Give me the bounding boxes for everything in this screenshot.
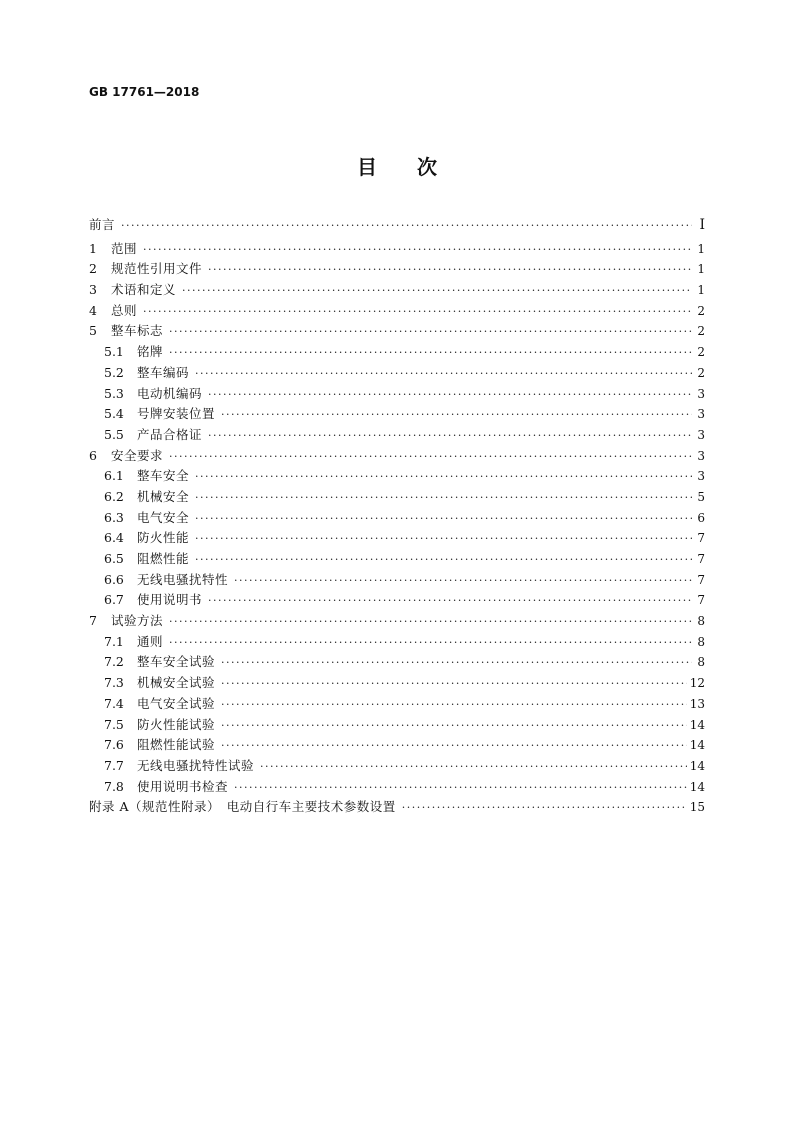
toc-entry[interactable] xyxy=(89,239,705,260)
toc-entry-number: 6.5 xyxy=(104,551,124,566)
toc-entry-page: 1 xyxy=(697,241,705,256)
page-title: 目 次 xyxy=(357,155,437,179)
toc-entry-number: 2 xyxy=(89,261,97,277)
toc-entry-label: 防火性能 xyxy=(137,530,190,546)
toc-entry-page: 14 xyxy=(689,758,705,773)
toc-leader-dots xyxy=(143,243,692,256)
toc-entry-page: 14 xyxy=(689,738,705,753)
toc-leader-dots xyxy=(195,491,692,504)
toc-entry[interactable] xyxy=(89,404,705,425)
toc-entry-number: 6.7 xyxy=(104,592,124,608)
toc-entry[interactable] xyxy=(89,425,705,446)
toc-entry-number: 6 xyxy=(89,447,97,463)
toc-entry-number: 5.3 xyxy=(104,385,124,401)
toc-entry-page: 7 xyxy=(697,552,705,566)
toc-entry-page: 7 xyxy=(697,572,705,587)
toc-entry-number: 7.6 xyxy=(104,737,124,753)
toc-leader-dots xyxy=(221,677,687,690)
toc-entry[interactable] xyxy=(89,590,705,611)
toc-entry-label: 电气安全试验 xyxy=(137,695,216,711)
toc-entry-number: 6.1 xyxy=(104,468,124,484)
toc-entry-number: 7 xyxy=(89,613,97,629)
toc-entry-label: 整车安全 xyxy=(137,468,190,484)
toc-leader-dots xyxy=(208,594,692,607)
toc-entry-number: 7.8 xyxy=(104,778,124,794)
toc-entry-page: 3 xyxy=(697,407,705,422)
toc-leader-dots xyxy=(208,388,692,401)
toc-entry-page: 13 xyxy=(689,696,705,711)
toc-entry-page: 3 xyxy=(697,469,705,484)
toc-leader-dots xyxy=(195,553,692,566)
toc-entry-page: 1 xyxy=(697,283,705,298)
toc-entry[interactable] xyxy=(89,384,705,405)
toc-entry-label: 术语和定义 xyxy=(111,282,177,298)
toc-entry[interactable] xyxy=(89,632,705,653)
toc-entry-label: 整车标志 xyxy=(111,323,164,339)
toc-entry-label: 产品合格证 xyxy=(137,426,203,442)
toc-leader-dots xyxy=(169,346,692,359)
toc-leader-dots xyxy=(195,470,692,483)
toc-entry-number: 7.7 xyxy=(104,757,124,773)
toc-entry-page: 2 xyxy=(697,345,705,360)
toc-entry-label: 铭牌 xyxy=(137,344,164,360)
toc-entry-label: 使用说明书 xyxy=(137,592,203,608)
toc-entry[interactable] xyxy=(89,487,705,508)
toc-entry-page: 2 xyxy=(697,365,705,380)
toc-entry-number: 7.4 xyxy=(104,695,124,711)
toc-entry-page: 8 xyxy=(697,655,705,670)
toc-entry-number: 1 xyxy=(89,240,97,256)
toc-entry[interactable] xyxy=(89,363,705,384)
toc-leader-dots xyxy=(195,532,692,545)
toc-entry-number: 7.2 xyxy=(104,654,124,670)
toc-leader-dots xyxy=(402,801,687,814)
toc-entry[interactable] xyxy=(89,301,705,322)
toc-entry-label: 号牌安装位置 xyxy=(137,406,216,422)
toc-entry-label: 阻燃性能试验 xyxy=(137,737,216,753)
toc-entry-number: 5 xyxy=(89,323,97,339)
toc-entry[interactable] xyxy=(89,508,705,529)
toc-entry[interactable] xyxy=(89,466,705,487)
toc-entry-page: 3 xyxy=(697,427,705,442)
toc-entry-page: 8 xyxy=(697,634,705,649)
toc-leader-dots xyxy=(208,429,692,442)
toc-entry[interactable] xyxy=(89,570,705,591)
toc-entry[interactable] xyxy=(89,215,705,236)
toc-entry[interactable] xyxy=(89,259,705,280)
toc-entry-number: 5.4 xyxy=(104,406,124,422)
toc-entry-label: 阻燃性能 xyxy=(137,551,190,566)
toc-entry-number: 7.5 xyxy=(104,716,124,732)
toc-leader-dots xyxy=(221,408,692,421)
toc-entry-label: 试验方法 xyxy=(111,613,164,629)
toc-entry[interactable] xyxy=(89,735,705,756)
toc-leader-dots xyxy=(143,305,692,318)
toc-entry-page: 7 xyxy=(697,593,705,608)
toc-entry-page: 3 xyxy=(697,386,705,401)
toc-entry-label: 使用说明书检查 xyxy=(137,778,229,794)
toc-leader-dots xyxy=(182,284,692,297)
toc-entry-label: 机械安全试验 xyxy=(137,675,216,691)
toc-entry[interactable] xyxy=(89,652,705,673)
standard-code: GB 17761—2018 xyxy=(89,85,200,99)
toc-entry[interactable] xyxy=(89,446,705,467)
toc-entry-page: 7 xyxy=(697,531,705,546)
toc-entry-page: 12 xyxy=(689,676,705,691)
toc-entry-page: 15 xyxy=(689,800,705,815)
toc-entry-number: 3 xyxy=(89,282,97,298)
toc-entry-number: 7.1 xyxy=(104,633,124,649)
toc-entry-number: 6.2 xyxy=(104,488,124,504)
toc-entry-label: 规范性引用文件 xyxy=(111,261,203,277)
toc-entry-label: 整车编码 xyxy=(137,364,190,380)
toc-entry[interactable] xyxy=(89,321,705,342)
toc-entry-label: 机械安全 xyxy=(137,488,190,504)
toc-entry-page: 8 xyxy=(697,614,705,629)
toc-leader-dots xyxy=(121,219,692,232)
toc-entry-number: 6.4 xyxy=(104,530,124,546)
toc-entry-number: 5.5 xyxy=(104,426,124,442)
toc-entry-number: 6.3 xyxy=(104,509,124,525)
toc-entry-number: 5.1 xyxy=(104,344,124,360)
toc-entry[interactable] xyxy=(89,342,705,363)
toc-entry-label: 整车安全试验 xyxy=(137,654,216,670)
toc-entry-label: 防火性能试验 xyxy=(137,716,216,732)
toc-entry-label: 无线电骚扰特性试验 xyxy=(137,757,255,773)
toc-entry[interactable] xyxy=(89,280,705,301)
toc-entry-page: 14 xyxy=(689,717,705,732)
toc-leader-dots xyxy=(221,656,692,669)
toc-entry-page: Ⅰ xyxy=(699,217,705,233)
toc-entry-page: 3 xyxy=(697,448,705,463)
toc-entry-label: 前言 xyxy=(89,217,116,232)
toc-leader-dots xyxy=(169,615,692,628)
toc-entry-number: 6.6 xyxy=(104,571,124,587)
toc-leader-dots xyxy=(169,450,692,463)
toc-leader-dots xyxy=(221,739,687,752)
toc-entry[interactable] xyxy=(89,549,705,570)
toc-entry[interactable] xyxy=(89,611,705,632)
toc-entry-label: 电动机编码 xyxy=(137,385,203,401)
toc-entry[interactable] xyxy=(89,715,705,736)
toc-entry-page: 6 xyxy=(697,510,705,525)
table-of-contents xyxy=(89,215,705,818)
toc-leader-dots xyxy=(169,636,692,649)
toc-leader-dots xyxy=(195,367,692,380)
toc-entry-page: 2 xyxy=(697,303,705,318)
toc-entry-page: 1 xyxy=(697,262,705,277)
toc-entry-page: 5 xyxy=(697,489,705,504)
toc-entry-number: 5.2 xyxy=(104,364,124,380)
toc-leader-dots xyxy=(195,512,692,525)
toc-leader-dots xyxy=(208,263,692,276)
toc-leader-dots xyxy=(260,760,687,773)
toc-entry-label: 电气安全 xyxy=(137,509,190,525)
toc-entry-label: 通则 xyxy=(137,633,164,649)
toc-leader-dots xyxy=(234,781,687,794)
toc-entry[interactable] xyxy=(89,694,705,715)
toc-entry-label: 安全要求 xyxy=(111,447,164,463)
toc-entry-label: 无线电骚扰特性 xyxy=(137,571,229,587)
toc-entry[interactable] xyxy=(89,797,705,818)
toc-entry[interactable] xyxy=(89,777,705,798)
toc-leader-dots xyxy=(221,719,687,732)
toc-leader-dots xyxy=(169,325,692,338)
toc-leader-dots xyxy=(234,574,692,587)
toc-entry-label: 附录 A（规范性附录） 电动自行车主要技术参数设置 xyxy=(89,799,396,815)
toc-entry-number: 7.3 xyxy=(104,675,124,691)
toc-entry-page: 14 xyxy=(689,779,705,794)
toc-entry[interactable] xyxy=(89,756,705,777)
toc-entry-page: 2 xyxy=(697,324,705,339)
toc-leader-dots xyxy=(221,698,687,711)
toc-entry[interactable] xyxy=(89,528,705,549)
toc-entry-label: 范围 xyxy=(111,240,138,256)
toc-entry[interactable] xyxy=(89,673,705,694)
toc-entry-label: 总则 xyxy=(111,302,138,318)
toc-entry-number: 4 xyxy=(89,302,97,318)
